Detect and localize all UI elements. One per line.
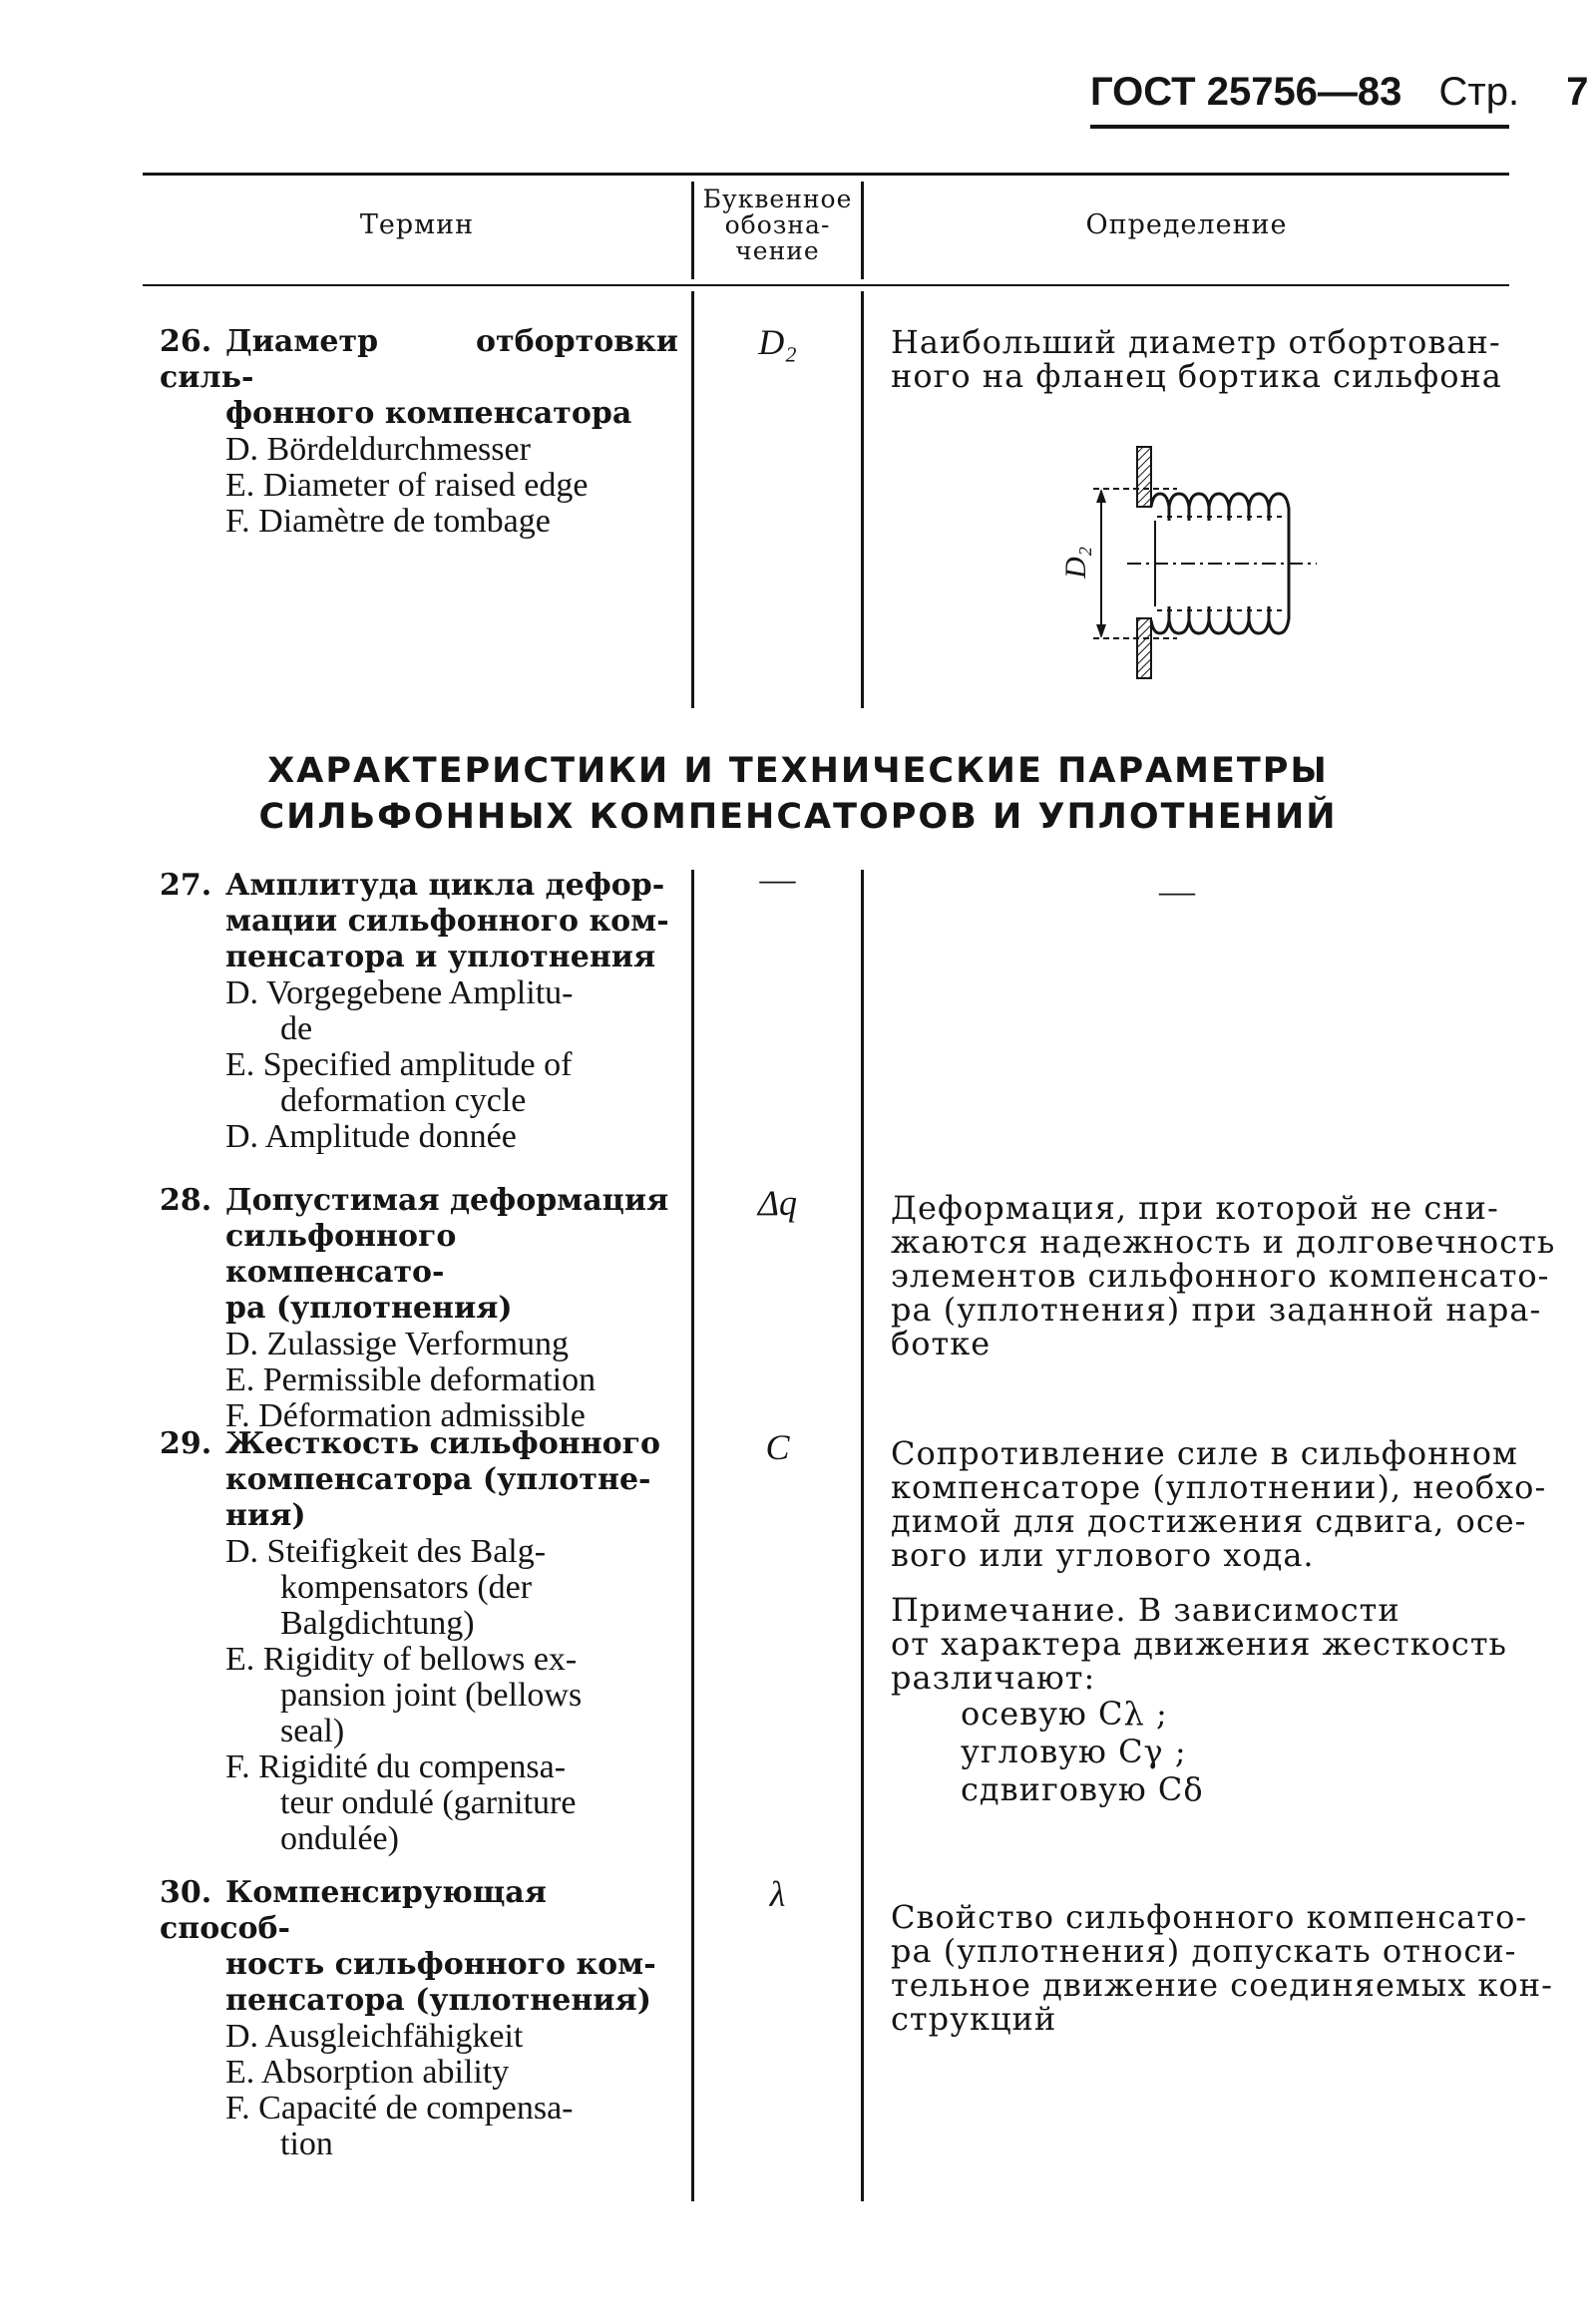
section-title-line2: СИЛЬФОННЫХ КОМПЕНСАТОРОВ И УПЛОТНЕНИЙ (258, 797, 1338, 837)
term-de-line2: de (280, 1010, 313, 1047)
section-title (0, 748, 1596, 840)
term-en-line1: E. Specified amplitude of (225, 1046, 573, 1083)
term-fr-line1: F. Capacité de compensa- (225, 2090, 574, 2127)
page-label: Стр. (1438, 70, 1520, 114)
column-header-definition: Определение (1085, 209, 1288, 240)
definition-line: тельное движение соединяемых кон- (891, 1966, 1553, 2004)
definition-28 (891, 1189, 1556, 1362)
term-name-ru-line3: пенсатора (уплотнения) (225, 1983, 651, 2018)
letter-symbol-30: λ (769, 1874, 786, 1914)
column-header-letter-line2: обозна- (724, 210, 831, 239)
table-top-rule (143, 173, 1509, 176)
term-name-ru-line3: ра (уплотнения) (225, 1291, 513, 1326)
definition-26 (891, 325, 1529, 393)
page-number: 7 (1566, 70, 1589, 114)
definition-line: элементов сильфонного компенсато- (891, 1257, 1550, 1295)
note-item-shear: сдвиговую Cδ (961, 1770, 1204, 1808)
note-item-axial: осевую Cλ ; (961, 1695, 1168, 1733)
note-line: от характера движения жесткость (891, 1625, 1507, 1663)
definition-line: струкций (891, 2000, 1057, 2038)
table-head-rule (143, 284, 1509, 286)
term-entry-30 (160, 1875, 678, 2162)
page-header (1090, 70, 1589, 130)
term-name-ru-line3: ния) (225, 1498, 306, 1533)
term-de-line1: D. Steifigkeit des Balg- (225, 1533, 547, 1570)
dimension-label-d2: D₂ (1059, 546, 1092, 579)
term-number: 28. (160, 1183, 212, 1218)
term-de: D. Ausgleichfähigkeit (225, 2018, 524, 2055)
definition-29-note (891, 1593, 1529, 1808)
column-header-letter-line3: чение (735, 236, 820, 265)
term-fr: F. Déformation admissible (225, 1397, 586, 1434)
letter-symbol-26: D₂ (758, 322, 797, 362)
term-name-ru-line1: Диаметр отбортовки силь- (160, 324, 678, 395)
term-de: D. Zulassige Verformung (225, 1326, 570, 1362)
term-en-line2: deformation cycle (280, 1082, 527, 1119)
term-entry-29 (160, 1426, 678, 1857)
definition-line: ра (уплотнения) при заданной нара- (891, 1291, 1542, 1329)
definition-line: вого или углового хода. (891, 1536, 1315, 1574)
definition-line: компенсаторе (уплотнении), необхо- (891, 1468, 1547, 1506)
definition-line: ра (уплотнения) допускать относи- (891, 1932, 1517, 1970)
gost-number: ГОСТ 25756—83 (1090, 70, 1402, 114)
term-de-line2: kompensators (der (280, 1569, 533, 1606)
flange-top (1137, 447, 1151, 507)
column-divider-1-body (691, 870, 694, 2201)
term-name-ru-line1: Допустимая деформация (225, 1183, 669, 1218)
term-number: 29. (160, 1426, 212, 1461)
term-name-ru-line1: Жесткость сильфонного (225, 1426, 661, 1461)
definition-27-dash: — (1159, 871, 1195, 911)
definition-30 (891, 1898, 1553, 2038)
term-de-line1: D. Vorgegebene Amplitu- (225, 974, 574, 1011)
definition-line: Наибольший диаметр отбортован- (891, 323, 1501, 361)
column-divider-2-body (861, 870, 864, 2201)
definition-line: ботке (891, 1325, 992, 1362)
term-name-ru-line1: Амплитуда цикла дефор- (225, 868, 665, 903)
term-en: E. Absorption ability (225, 2054, 510, 2091)
term-en-line1: E. Rigidity of bellows ex- (225, 1641, 578, 1678)
term-name-ru-line3: пенсатора и уплотнения (225, 940, 656, 974)
letter-symbol-28: Δq (757, 1183, 798, 1223)
column-divider-2-entry26 (861, 291, 864, 708)
definition-line: жаются надежность и долговечность (891, 1223, 1556, 1261)
term-fr-line2: tion (280, 2126, 333, 2162)
flange-bottom (1137, 618, 1151, 678)
term-number: 30. (160, 1875, 212, 1910)
term-en: E. Diameter of raised edge (225, 467, 589, 504)
term-de-line3: Balgdichtung) (280, 1605, 475, 1642)
term-fr-line1: F. Rigidité du compensa- (225, 1748, 567, 1785)
term-name-ru-line1: Компенсирующая способ- (160, 1875, 547, 1946)
term-en-line3: seal) (280, 1713, 345, 1749)
column-header-letter-line1: Буквенное (702, 185, 853, 213)
term-fr: D. Amplitude donnée (225, 1118, 517, 1155)
bellows-bottom-profile (1151, 598, 1289, 633)
note-line: различают: (891, 1659, 1096, 1697)
column-header-term: Термин (359, 209, 475, 240)
definition-line: Сопротивление силе в сильфонном (891, 1434, 1518, 1472)
term-number: 26. (160, 324, 212, 359)
column-header-letter (694, 187, 861, 264)
term-de: D. Bördeldurchmesser (225, 431, 531, 468)
note-line: Примечание. В зависимости (891, 1591, 1400, 1629)
term-en: E. Permissible deformation (225, 1361, 597, 1398)
term-entry-26 (160, 324, 678, 540)
header-rule (1090, 125, 1509, 129)
letter-symbol-29: C (765, 1427, 790, 1467)
term-entry-28 (160, 1183, 678, 1434)
term-fr: F. Diamètre de tombage (225, 503, 551, 540)
bellows-diagram (1057, 439, 1327, 688)
section-title-line1: ХАРАКТЕРИСТИКИ И ТЕХНИЧЕСКИЕ ПАРАМЕТРЫ (267, 751, 1329, 791)
term-name-ru-line2: ность сильфонного ком- (225, 1947, 656, 1982)
term-fr-line3: ondulée) (280, 1820, 399, 1857)
definition-line: Деформация, при которой не сни- (891, 1189, 1499, 1227)
definition-29 (891, 1434, 1547, 1574)
term-name-ru-line2: сильфонного компенсато- (225, 1219, 457, 1290)
note-item-angular: угловую Cγ ; (961, 1733, 1187, 1770)
term-number: 27. (160, 868, 212, 903)
bellows-top-profile (1151, 494, 1289, 529)
term-fr-line2: teur ondulé (garniture (280, 1784, 577, 1821)
definition-line: димой для достижения сдвига, осе- (891, 1502, 1527, 1540)
definition-line: Свойство сильфонного компенсато- (891, 1898, 1528, 1936)
definition-line: ного на фланец бортика сильфона (891, 357, 1502, 395)
term-name-ru-line2: фонного компенсатора (225, 396, 632, 431)
term-name-ru-line2: компенсатора (уплотне- (225, 1462, 651, 1497)
term-en-line2: pansion joint (bellows (280, 1677, 583, 1714)
term-entry-27 (160, 868, 678, 1155)
letter-symbol-27: — (759, 859, 796, 899)
term-name-ru-line2: мации сильфонного ком- (225, 904, 669, 939)
